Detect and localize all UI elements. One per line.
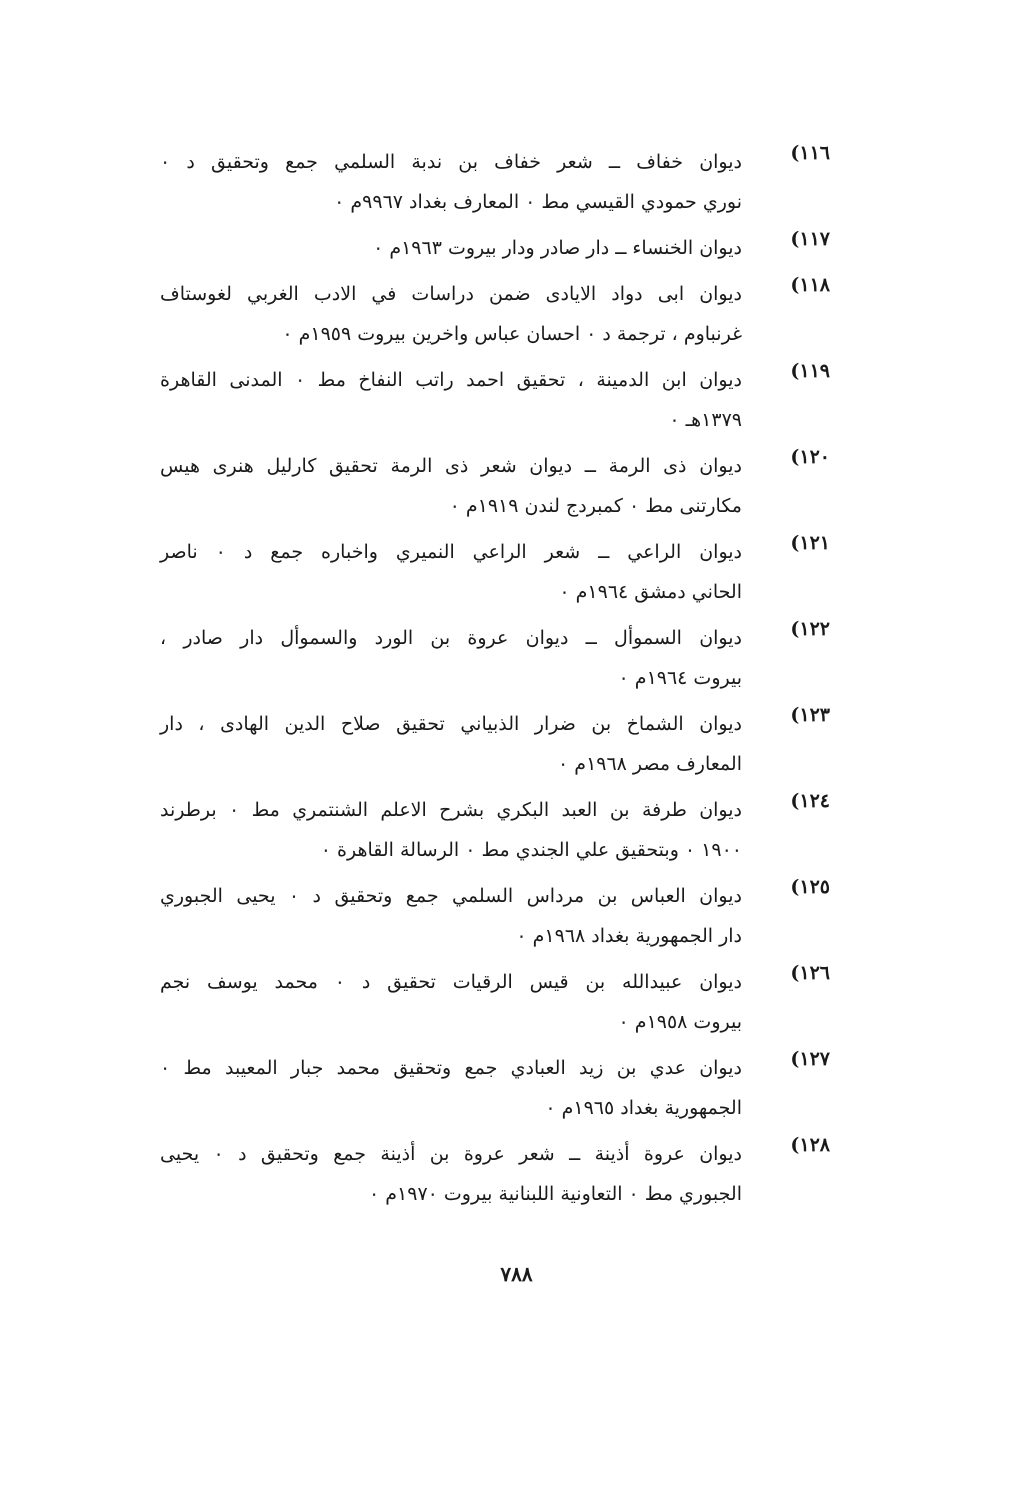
bibliography-entry [160, 274, 830, 354]
entry-text-line: ديوان طرفة بن العبد البكري بشرح الاعلم الشنتمري مط ٠ برطرند [160, 799, 742, 821]
entry-number: ١١٦) [790, 142, 830, 164]
bibliography-entry [160, 532, 830, 612]
entry-number: ١٢٤) [790, 790, 830, 812]
entry-text-line: غرنباوم ، ترجمة د ٠ احسان عباس واخرين بيروت ١٩٥٩م ٠ [282, 323, 742, 345]
entry-text-line: ديوان السموأل ــ ديوان عروة بن الورد والسموأل دار صادر ، [160, 627, 742, 649]
entry-number: ١٢٣) [790, 704, 830, 726]
bibliography-entry [160, 142, 830, 222]
bibliography-list [160, 142, 830, 1220]
entry-text-line: ديوان ابن الدمينة ، تحقيق احمد راتب النفاخ مط ٠ المدنى القاهرة [160, 369, 742, 391]
bibliography-entry [160, 446, 830, 526]
bibliography-entry [160, 228, 830, 268]
entry-text-line: ديوان ذى الرمة ــ ديوان شعر ذى الرمة تحقيق كارليل هنرى هيس [160, 455, 742, 477]
entry-number: ١٢٨) [790, 1134, 830, 1156]
entry-number: ١٢٠) [790, 446, 830, 468]
bibliography-entry [160, 704, 830, 784]
entry-number: ١٢٥) [790, 876, 830, 898]
bibliography-entry [160, 1048, 830, 1128]
entry-number: ١١٩) [790, 360, 830, 382]
entry-text-line: ديوان الراعي ــ شعر الراعي النميري واخباره جمع د ٠ ناصر [160, 541, 743, 563]
entry-text-line: ديوان الخنساء ــ دار صادر ودار بيروت ١٩٦٣م ٠ [373, 237, 742, 259]
entry-text-line: مكارتنى مط ٠ كمبردج لندن ١٩١٩م ٠ [449, 495, 742, 517]
entry-text-line: دار الجمهورية بغداد ١٩٦٨م ٠ [516, 925, 742, 947]
entry-text-line: الحاني دمشق ١٩٦٤م ٠ [559, 581, 742, 603]
entry-text-line: المعارف مصر ١٩٦٨م ٠ [558, 753, 742, 775]
bibliography-entry [160, 1134, 830, 1214]
bibliography-entry [160, 962, 830, 1042]
entry-text-line: ديوان خفاف ــ شعر خفاف بن ندبة السلمي جمع وتحقيق د ٠ [160, 151, 742, 173]
entry-text-line: ديوان عروة أذينة ــ شعر عروة بن أذينة جمع وتحقيق د ٠ يحيى [160, 1143, 743, 1165]
entry-text-line: نوري حمودي القيسي مط ٠ المعارف بغداد ٩٩٦٧م ٠ [334, 191, 742, 213]
entry-text-line: بيروت ١٩٦٤م ٠ [618, 667, 742, 689]
bibliography-entry [160, 360, 830, 440]
entry-text-line: بيروت ١٩٥٨م ٠ [618, 1011, 742, 1033]
entry-text-line: ديوان العباس بن مرداس السلمي جمع وتحقيق د ٠ يحيى الجبوري [160, 885, 742, 907]
bibliography-entry [160, 790, 830, 870]
entry-text-line: ديوان ابى دواد الايادى ضمن دراسات في الادب الغربي لغوستاف [160, 283, 742, 305]
bibliography-entry [160, 618, 830, 698]
entry-number: ١٢٧) [790, 1048, 830, 1070]
entry-text-line: ديوان الشماخ بن ضرار الذبياني تحقيق صلاح الدين الهادى ، دار [160, 713, 742, 735]
entry-number: ١١٨) [790, 274, 830, 296]
page-number: ٧٨٨ [500, 1262, 533, 1286]
entry-text-line: ديوان عدي بن زيد العبادي جمع وتحقيق محمد جبار المعيبد مط ٠ [160, 1057, 742, 1079]
entry-number: ١٢٦) [790, 962, 830, 984]
entry-text-line: ديوان عبيدالله بن قيس الرقيات تحقيق د ٠ محمد يوسف نجم [160, 971, 742, 993]
entry-number: ١٢٢) [790, 618, 830, 640]
entry-text-line: الجمهورية بغداد ١٩٦٥م ٠ [545, 1097, 742, 1119]
bibliography-entry [160, 876, 830, 956]
entry-number: ١٢١) [790, 532, 830, 554]
entry-text-line: الجبوري مط ٠ التعاونية اللبنانية بيروت ١٩٧٠م ٠ [369, 1183, 742, 1205]
entry-text-line: ١٩٠٠ ٠ وبتحقيق علي الجندي مط ٠ الرسالة القاهرة ٠ [320, 839, 742, 861]
entry-text-line: ١٣٧٩هـ ٠ [669, 409, 742, 431]
entry-number: ١١٧) [790, 228, 830, 250]
